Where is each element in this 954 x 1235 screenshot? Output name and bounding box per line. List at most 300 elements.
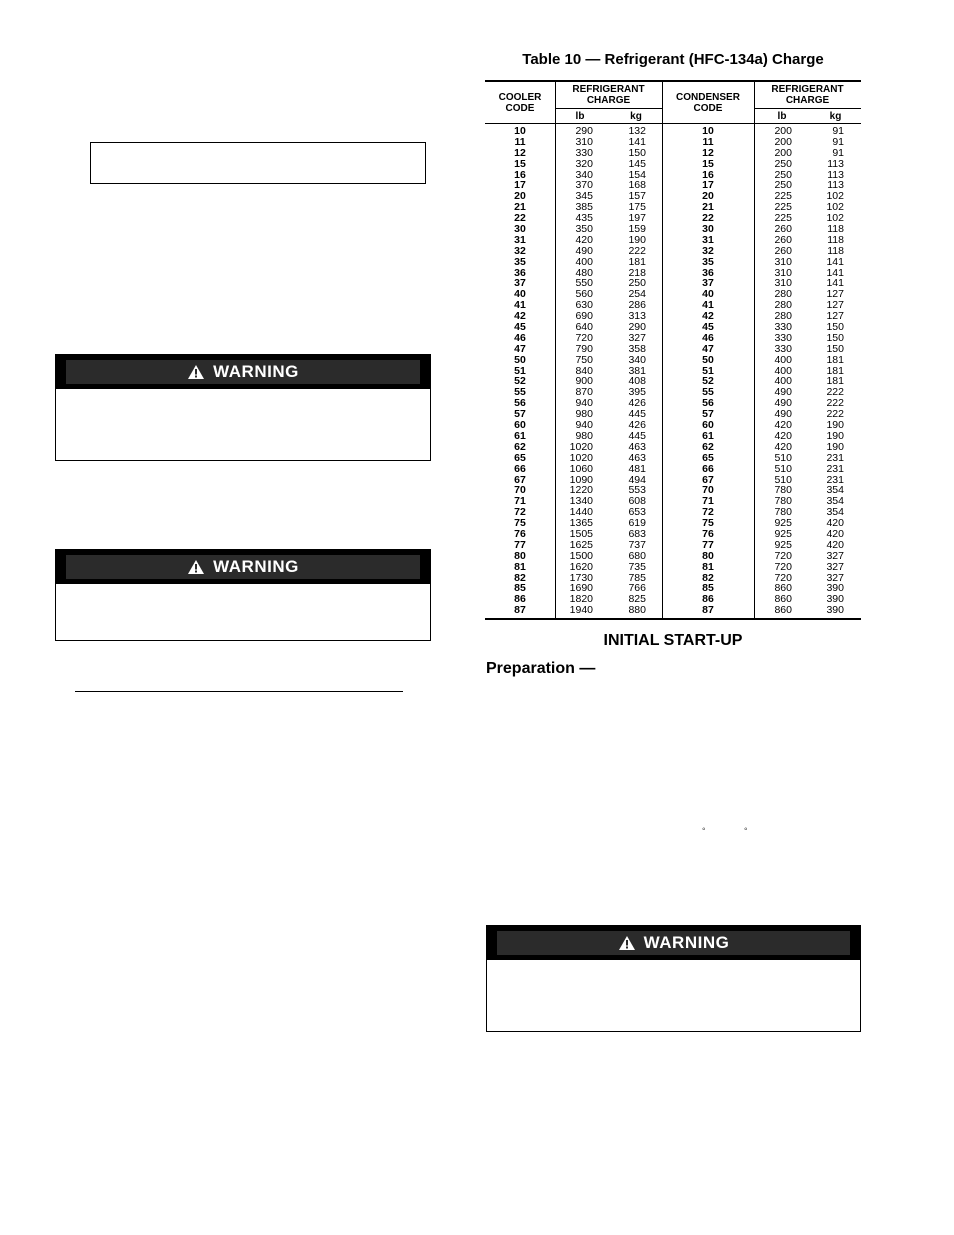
condenser-code-cell: 67 [702,473,714,486]
degree-symbol: ◦ [702,824,706,835]
cooler-code-cell: 75 [514,517,526,530]
header-rule [485,123,861,124]
warning-header [487,926,860,960]
cooler-lb-cell: 720 [575,331,593,344]
cooler-code-cell: 62 [514,440,526,453]
warning-label: WARNING [213,362,299,381]
cooler-code-cell: 45 [514,321,526,334]
cooler-code-cell: 11 [514,135,526,148]
cooler-lb-cell: 350 [575,223,593,236]
cooler-lb-cell: 1060 [569,462,593,475]
cooler-kg-cell: 785 [628,571,646,584]
cooler-kg-cell: 222 [628,244,646,257]
condenser-lb-cell: 490 [774,397,792,410]
cooler-kg-cell: 426 [628,397,646,410]
condenser-code-cell: 46 [702,331,714,344]
cooler-code-cell: 85 [514,582,526,595]
condenser-code-column [688,126,728,616]
condenser-lb-cell: 310 [774,255,792,268]
condenser-code-cell: 50 [702,353,714,366]
condenser-kg-cell: 190 [826,419,844,432]
column-divider [662,82,663,618]
header-text: CHARGE [785,95,830,106]
condenser-lb-cell: 200 [774,125,792,137]
condenser-lb-cell: 280 [774,310,792,323]
warning-triangle-icon [187,364,205,380]
condenser-code-cell: 57 [702,408,714,421]
condenser-code-cell: 81 [702,560,714,573]
warning-box-3 [486,925,861,1032]
condenser-code-cell: 35 [702,255,714,268]
cooler-lb-cell: 790 [575,342,593,355]
condenser-lb-cell: 420 [774,419,792,432]
condenser-kg-cell: 231 [826,462,844,475]
header-text: CODE [505,103,535,114]
condenser-kg-cell: 222 [826,408,844,421]
condenser-code-cell: 52 [702,375,714,388]
condenser-code-cell: 77 [702,538,714,551]
cooler-lb-cell: 400 [575,255,593,268]
cooler-code-cell: 55 [514,386,526,399]
cooler-code-cell: 22 [514,212,526,225]
cooler-kg-column [600,126,646,616]
cooler-kg-cell: 608 [628,495,646,508]
warning-box-1 [55,354,431,461]
condenser-code-cell: 31 [702,233,714,246]
cooler-code-cell: 30 [514,223,526,236]
condenser-code-cell: 72 [702,506,714,519]
cooler-code-cell: 35 [514,255,526,268]
condenser-lb-cell: 280 [774,299,792,312]
refrigerant-charge-table [485,80,861,620]
condenser-lb-cell: 780 [774,484,792,497]
header-condenser-code [662,92,754,114]
condenser-lb-cell: 420 [774,440,792,453]
cooler-lb-cell: 1020 [569,440,593,453]
cooler-code-cell: 50 [514,353,526,366]
cooler-code-cell: 21 [514,201,526,214]
warning-bar [497,931,850,955]
condenser-kg-cell: 420 [826,538,844,551]
cooler-code-cell: 32 [514,244,526,257]
cooler-kg-cell: 463 [628,451,646,464]
cooler-kg-cell: 381 [628,364,646,377]
condenser-kg-cell: 420 [826,517,844,530]
cooler-code-cell: 76 [514,527,526,540]
header-cooler-code [485,92,555,114]
condenser-lb-cell: 925 [774,527,792,540]
condenser-lb-cell: 420 [774,429,792,442]
condenser-code-cell: 87 [702,604,714,617]
condenser-lb-cell: 720 [774,571,792,584]
cooler-lb-cell: 1625 [569,538,593,551]
condenser-code-cell: 32 [702,244,714,257]
condenser-kg-cell: 231 [826,451,844,464]
cooler-lb-cell: 480 [575,266,593,279]
condenser-kg-cell: 141 [826,277,844,290]
cooler-kg-cell: 340 [628,353,646,366]
condenser-code-cell: 80 [702,549,714,562]
condenser-lb-cell: 260 [774,244,792,257]
cooler-lb-cell: 980 [575,408,593,421]
cooler-code-cell: 10 [514,125,526,137]
cooler-lb-cell: 980 [575,429,593,442]
cooler-kg-cell: 190 [628,233,646,246]
cooler-lb-cell: 345 [575,190,593,203]
condenser-lb-cell: 225 [774,212,792,225]
cooler-kg-cell: 218 [628,266,646,279]
condenser-kg-cell: 102 [826,190,844,203]
condenser-lb-cell: 250 [774,168,792,181]
warning-bar [66,555,420,579]
cooler-lb-cell: 310 [575,135,593,148]
warning-label: WARNING [213,557,299,576]
condenser-kg-cell: 127 [826,310,844,323]
cooler-lb-cell: 1220 [569,484,593,497]
cooler-kg-cell: 880 [628,604,646,617]
condenser-lb-cell: 925 [774,538,792,551]
condenser-kg-cell: 231 [826,473,844,486]
cooler-lb-cell: 385 [575,201,593,214]
condenser-code-cell: 45 [702,321,714,334]
condenser-kg-cell: 91 [832,135,844,148]
warning-header [56,355,430,389]
warning-label: WARNING [643,933,730,952]
condenser-lb-cell: 250 [774,157,792,170]
table-title: Table 10 — Refrigerant (HFC-134a) Charge [522,51,824,68]
condenser-lb-cell: 490 [774,386,792,399]
condenser-kg-cell: 150 [826,321,844,334]
cooler-code-cell: 70 [514,484,526,497]
condenser-lb-cell: 510 [774,473,792,486]
condenser-code-cell: 85 [702,582,714,595]
cooler-lb-cell: 1365 [569,517,593,530]
condenser-lb-cell: 780 [774,495,792,508]
condenser-lb-cell: 310 [774,266,792,279]
cooler-lb-cell: 1940 [569,604,593,617]
condenser-lb-cell: 860 [774,582,792,595]
condenser-lb-cell: 860 [774,604,792,617]
cooler-lb-cell: 1730 [569,571,593,584]
cooler-kg-cell: 157 [628,190,646,203]
cooler-kg-cell: 463 [628,440,646,453]
cooler-kg-cell: 408 [628,375,646,388]
condenser-code-cell: 47 [702,342,714,355]
condenser-lb-cell: 225 [774,190,792,203]
condenser-kg-cell: 327 [826,560,844,573]
condenser-lb-cell: 250 [774,179,792,192]
condenser-lb-cell: 400 [774,353,792,366]
header-cooler-lb: lb [575,111,585,122]
header-condenser-kg: kg [829,111,842,122]
condenser-lb-cell: 330 [774,321,792,334]
header-text: CONDENSER [676,92,740,103]
condenser-lb-cell: 780 [774,506,792,519]
condenser-kg-cell: 354 [826,484,844,497]
cooler-lb-cell: 640 [575,321,593,334]
cooler-code-cell: 51 [514,364,526,377]
condenser-lb-cell: 200 [774,135,792,148]
cooler-lb-cell: 1090 [569,473,593,486]
cooler-kg-cell: 197 [628,212,646,225]
header-subrule [555,108,662,109]
condenser-kg-cell: 118 [827,233,844,246]
condenser-code-cell: 65 [702,451,714,464]
cooler-kg-cell: 653 [628,506,646,519]
cooler-code-cell: 56 [514,397,526,410]
condenser-kg-cell: 102 [826,212,844,225]
condenser-lb-cell: 260 [774,233,792,246]
cooler-lb-cell: 290 [575,125,593,137]
condenser-kg-cell: 127 [826,299,844,312]
warning-header [56,550,430,584]
condenser-kg-cell: 390 [826,582,844,595]
warning-triangle-icon [618,935,636,951]
cooler-kg-cell: 290 [628,321,646,334]
condenser-kg-cell: 190 [826,440,844,453]
cooler-kg-cell: 358 [628,342,646,355]
condenser-code-cell: 56 [702,397,714,410]
condenser-kg-cell: 420 [826,527,844,540]
cooler-code-cell: 87 [514,604,526,617]
cooler-lb-cell: 370 [575,179,593,192]
cooler-lb-cell: 330 [575,146,593,159]
condenser-code-cell: 82 [702,571,714,584]
condenser-lb-cell: 225 [774,201,792,214]
cooler-lb-cell: 630 [575,299,593,312]
condenser-code-cell: 12 [702,146,714,159]
cooler-kg-cell: 737 [628,538,646,551]
header-text: COOLER [498,92,542,103]
condenser-kg-cell: 102 [826,201,844,214]
header-text: CHARGE [586,95,631,106]
cooler-kg-cell: 553 [628,484,646,497]
condenser-kg-cell: 141 [826,266,844,279]
condenser-code-cell: 41 [702,299,714,312]
cooler-lb-cell: 1505 [569,527,593,540]
condenser-kg-cell: 141 [826,255,844,268]
cooler-lb-cell: 435 [575,212,593,225]
cooler-kg-cell: 445 [628,429,646,442]
cooler-code-cell: 67 [514,473,526,486]
condenser-kg-cell: 113 [827,157,844,170]
header-text: REFRIGERANT [771,84,844,95]
condenser-lb-cell: 510 [774,451,792,464]
condenser-kg-cell: 190 [826,429,844,442]
condenser-code-cell: 66 [702,462,714,475]
condenser-kg-cell: 222 [826,386,844,399]
cooler-kg-cell: 680 [628,549,646,562]
cooler-kg-cell: 145 [628,157,646,170]
cooler-kg-cell: 154 [628,168,646,181]
cooler-kg-cell: 132 [628,125,646,137]
cooler-lb-cell: 550 [575,277,593,290]
condenser-lb-cell: 310 [774,277,792,290]
condenser-code-cell: 55 [702,386,714,399]
cooler-lb-cell: 940 [575,397,593,410]
cooler-lb-cell: 1690 [569,582,593,595]
cooler-code-cell: 36 [514,266,526,279]
cooler-kg-cell: 825 [628,593,646,606]
cooler-code-cell: 17 [514,179,526,192]
condenser-kg-cell: 118 [827,244,844,257]
cooler-code-cell: 81 [514,560,526,573]
cooler-kg-cell: 159 [628,223,646,236]
condenser-kg-cell: 327 [826,549,844,562]
cooler-lb-cell: 420 [575,233,593,246]
condenser-code-cell: 16 [702,168,714,181]
condenser-kg-cell: 222 [826,397,844,410]
cooler-kg-cell: 250 [628,277,646,290]
cooler-code-cell: 31 [514,233,526,246]
warning-bar [66,360,420,384]
condenser-code-cell: 61 [702,429,714,442]
cooler-code-cell: 57 [514,408,526,421]
cooler-kg-cell: 175 [628,201,646,214]
condenser-lb-cell: 400 [774,364,792,377]
condenser-kg-cell: 181 [826,353,844,366]
condenser-kg-cell: 118 [827,223,844,236]
condenser-lb-cell: 510 [774,462,792,475]
cooler-code-cell: 37 [514,277,526,290]
cooler-kg-cell: 766 [628,582,646,595]
condenser-kg-cell: 327 [826,571,844,584]
cooler-code-cell: 12 [514,146,526,159]
condenser-lb-cell: 720 [774,549,792,562]
header-text: REFRIGERANT [572,84,645,95]
cooler-lb-cell: 1820 [569,593,593,606]
cooler-kg-cell: 619 [628,517,646,530]
condenser-code-cell: 15 [702,157,714,170]
cooler-kg-cell: 141 [628,135,646,148]
cooler-lb-cell: 1020 [569,451,593,464]
cooler-lb-cell: 340 [575,168,593,181]
condenser-code-cell: 76 [702,527,714,540]
condenser-kg-cell: 113 [827,179,844,192]
cooler-code-cell: 42 [514,310,526,323]
cooler-lb-cell: 750 [575,353,593,366]
header-text: CODE [693,103,723,114]
condenser-code-cell: 36 [702,266,714,279]
condenser-kg-cell: 181 [826,364,844,377]
cooler-code-cell: 86 [514,593,526,606]
cooler-kg-cell: 254 [628,288,646,301]
cooler-lb-cell: 690 [575,310,593,323]
cooler-kg-cell: 494 [628,473,646,486]
condenser-lb-cell: 490 [774,408,792,421]
condenser-kg-cell: 354 [826,495,844,508]
cooler-lb-column [555,126,593,616]
degree-symbol: ◦ [744,824,748,835]
cooler-code-cell: 52 [514,375,526,388]
cooler-lb-cell: 560 [575,288,593,301]
condenser-kg-column [800,126,844,616]
cooler-kg-cell: 313 [628,310,646,323]
cooler-code-cell: 46 [514,331,526,344]
cooler-code-cell: 60 [514,419,526,432]
cooler-lb-cell: 1500 [569,549,593,562]
cooler-lb-cell: 1620 [569,560,593,573]
cooler-lb-cell: 1340 [569,495,593,508]
condenser-kg-cell: 181 [826,375,844,388]
horizontal-rule [75,691,403,692]
cooler-kg-cell: 327 [628,331,646,344]
condenser-lb-cell: 260 [774,223,792,236]
condenser-code-cell: 17 [702,179,714,192]
condenser-lb-cell: 330 [774,342,792,355]
cooler-code-column [500,126,540,616]
cooler-code-cell: 40 [514,288,526,301]
cooler-lb-cell: 940 [575,419,593,432]
cooler-code-cell: 41 [514,299,526,312]
cooler-code-cell: 20 [514,190,526,203]
condenser-code-cell: 51 [702,364,714,377]
cooler-code-cell: 61 [514,429,526,442]
cooler-kg-cell: 286 [628,299,646,312]
header-subrule [754,108,861,109]
header-cooler-charge [555,84,662,106]
condenser-kg-cell: 113 [827,168,844,181]
cooler-code-cell: 72 [514,506,526,519]
condenser-code-cell: 75 [702,517,714,530]
condenser-code-cell: 37 [702,277,714,290]
condenser-code-cell: 70 [702,484,714,497]
cooler-code-cell: 80 [514,549,526,562]
condenser-kg-cell: 390 [826,593,844,606]
cooler-lb-cell: 320 [575,157,593,170]
condenser-code-cell: 20 [702,190,714,203]
condenser-lb-cell: 330 [774,331,792,344]
condenser-code-cell: 86 [702,593,714,606]
cooler-code-cell: 77 [514,538,526,551]
cooler-code-cell: 65 [514,451,526,464]
cooler-kg-cell: 426 [628,419,646,432]
cooler-code-cell: 82 [514,571,526,584]
cooler-code-cell: 15 [514,157,526,170]
cooler-kg-cell: 181 [628,255,646,268]
condenser-lb-cell: 720 [774,560,792,573]
cooler-code-cell: 66 [514,462,526,475]
condenser-code-cell: 62 [702,440,714,453]
condenser-code-cell: 30 [702,223,714,236]
cooler-kg-cell: 150 [628,146,646,159]
condenser-code-cell: 60 [702,419,714,432]
condenser-lb-cell: 925 [774,517,792,530]
subsection-heading-preparation: Preparation — [486,660,596,677]
warning-triangle-icon [187,559,205,575]
condenser-lb-cell: 280 [774,288,792,301]
cooler-code-cell: 16 [514,168,526,181]
cooler-lb-cell: 840 [575,364,593,377]
cooler-lb-cell: 1440 [569,506,593,519]
condenser-lb-cell: 400 [774,375,792,388]
cooler-kg-cell: 735 [628,560,646,573]
warning-box-2 [55,549,431,641]
cooler-lb-cell: 490 [575,244,593,257]
condenser-code-cell: 10 [702,125,714,137]
condenser-code-cell: 42 [702,310,714,323]
condenser-kg-cell: 354 [826,506,844,519]
header-condenser-charge [754,84,861,106]
header-condenser-lb: lb [777,111,787,122]
cooler-lb-cell: 870 [575,386,593,399]
cooler-kg-cell: 395 [628,386,646,399]
cooler-kg-cell: 168 [628,179,646,192]
condenser-lb-column [754,126,792,616]
cooler-lb-cell: 900 [575,375,593,388]
condenser-lb-cell: 860 [774,593,792,606]
note-box [90,142,426,184]
